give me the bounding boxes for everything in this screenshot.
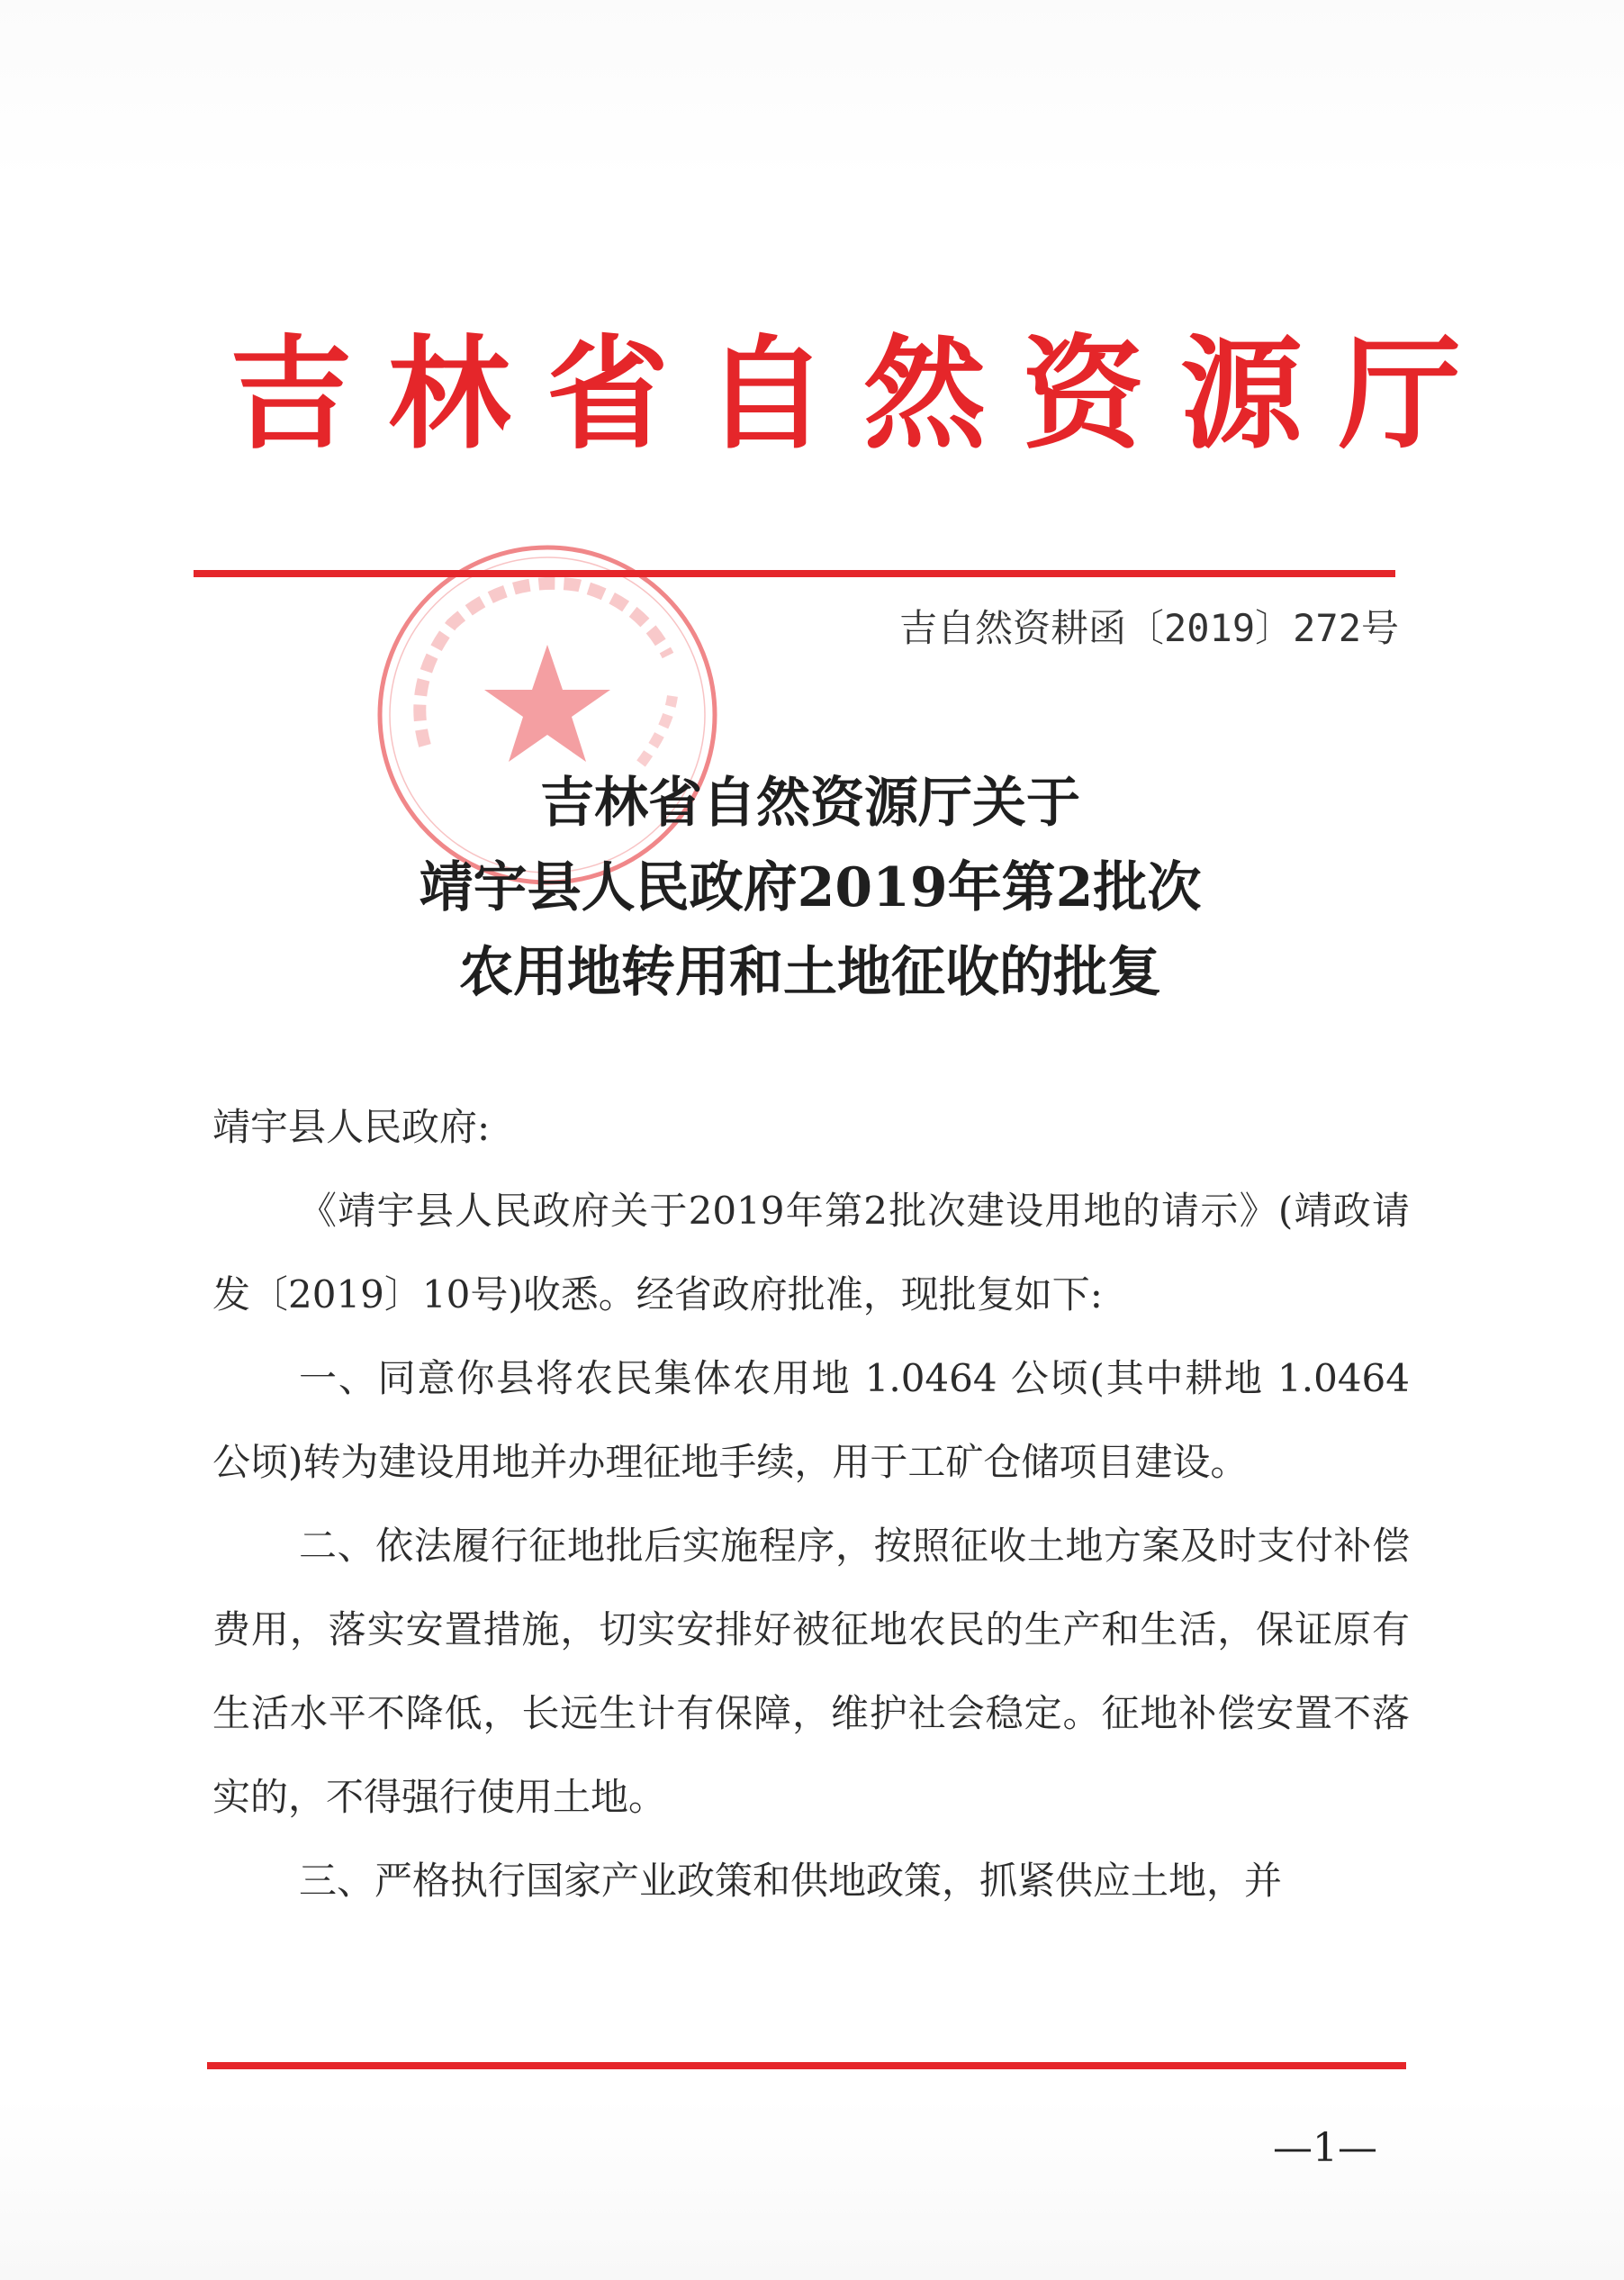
body-paragraph-2: 一、同意你县将农民集体农用地 1.0464 公顷(其中耕地 1.0464 公顷)转为建设用地并办理征地手续，用于工矿仓储项目建设。 <box>212 1356 1410 1484</box>
body-paragraph-3: 二、依法履行征地批后实施程序，按照征收土地方案及时支付补偿费用，落实安置措施，切实安排好被征地农民的生产和生活，保证原有生活水平不降低，长远生计有保障，维护社会稳定。征地补偿安置不落实的，不得强行使用土地。 <box>212 1524 1410 1819</box>
document-title <box>207 761 1413 1015</box>
document-number: 吉自然资耕函〔2019〕272号 <box>898 606 1399 650</box>
seal-star-icon <box>484 645 610 762</box>
title-line-2: 靖宇县人民政府2019年第2批次 <box>419 856 1202 919</box>
title-line-3: 农用地转用和土地征收的批复 <box>459 941 1161 1004</box>
body-paragraph-1: 《靖宇县人民政府关于2019年第2批次建设用地的请示》(靖政请发〔2019〕10号)收悉。经省政府批准，现批复如下: <box>212 1189 1410 1316</box>
document-body <box>212 1085 1410 1923</box>
title-line-1: 吉林省自然资源厅关于 <box>540 772 1080 835</box>
salutation: 靖宇县人民政府: <box>212 1105 491 1149</box>
body-paragraph-4: 三、严格执行国家产业政策和供地政策，抓紧供应土地，并 <box>299 1859 1283 1903</box>
footer-red-rule <box>207 2062 1406 2069</box>
agency-header-title: 吉林省自然资源厅 <box>230 322 1497 466</box>
page-number: —1— <box>1273 2125 1377 2171</box>
